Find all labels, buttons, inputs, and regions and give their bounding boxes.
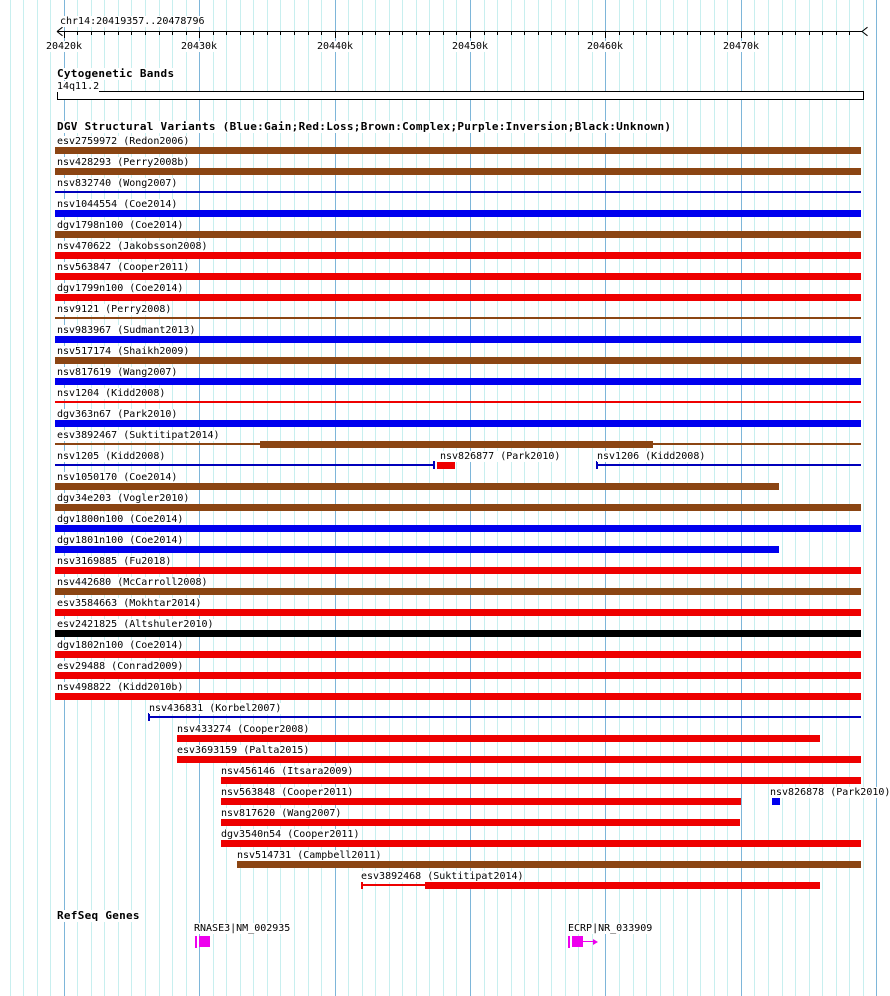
variant-line[interactable]	[55, 191, 861, 193]
gene-start-tick[interactable]	[195, 936, 197, 948]
gene-start-tick[interactable]	[568, 936, 570, 948]
variant-bar[interactable]	[55, 546, 779, 553]
ruler-minor-tick	[687, 31, 688, 35]
ruler-minor-tick	[91, 31, 92, 35]
ruler-minor-tick	[294, 31, 295, 35]
ruler-minor-tick	[619, 31, 620, 35]
variant-label[interactable]: nsv817620 (Wang2007)	[221, 808, 342, 819]
variant-bar[interactable]	[772, 798, 780, 805]
ruler-minor-tick	[159, 31, 160, 35]
ruler-minor-tick	[578, 31, 579, 35]
ruler-minor-tick	[714, 31, 715, 35]
variant-label[interactable]: nsv442680 (McCarroll2008)	[57, 577, 208, 588]
variant-bar[interactable]	[55, 357, 861, 364]
variant-bar[interactable]	[177, 756, 861, 763]
ruler-tick-label: 20430k	[180, 41, 218, 52]
ruler-minor-tick	[443, 31, 444, 35]
variant-label[interactable]: dgv3540n54 (Cooper2011)	[221, 829, 360, 840]
ruler-minor-tick	[253, 31, 254, 35]
variant-label[interactable]: esv2759972 (Redon2006)	[57, 136, 190, 147]
variant-label[interactable]: nsv436831 (Korbel2007)	[149, 703, 282, 714]
variant-bar[interactable]	[55, 252, 861, 259]
ruler-minor-tick	[104, 31, 105, 35]
ruler-minor-tick	[795, 31, 796, 35]
variant-label[interactable]: nsv826877 (Park2010)	[440, 451, 561, 462]
ruler-minor-tick	[389, 31, 390, 35]
variant-bar[interactable]	[55, 210, 861, 217]
variant-bar[interactable]	[425, 882, 820, 889]
variant-label[interactable]: nsv826878 (Park2010)	[770, 787, 890, 798]
variant-label[interactable]: nsv517174 (Shaikh2009)	[57, 346, 190, 357]
ruler-minor-tick	[673, 31, 674, 35]
variant-label[interactable]: nsv433274 (Cooper2008)	[177, 724, 310, 735]
ruler-minor-tick	[836, 31, 837, 35]
ruler-minor-tick	[768, 31, 769, 35]
variant-bar[interactable]	[55, 588, 861, 595]
gridline-minor	[37, 0, 38, 996]
variant-line[interactable]	[362, 884, 425, 886]
variant-bar[interactable]	[221, 819, 740, 826]
gene-exon-box[interactable]	[572, 936, 583, 947]
ruler-minor-tick	[782, 31, 783, 35]
variant-bar[interactable]	[55, 483, 779, 490]
variant-bar[interactable]	[55, 651, 861, 658]
gene-label[interactable]: RNASE3|NM_002935	[194, 923, 291, 934]
ruler-minor-tick	[633, 31, 634, 35]
ruler-minor-tick	[484, 31, 485, 35]
variant-label[interactable]: esv3892467 (Suktitipat2014)	[57, 430, 220, 441]
variant-label[interactable]: nsv563848 (Cooper2011)	[221, 787, 354, 798]
ruler-minor-tick	[267, 31, 268, 35]
gene-exon-box[interactable]	[199, 936, 210, 947]
cytogenetic-bands-title: Cytogenetic Bands	[57, 67, 175, 80]
variant-label[interactable]: nsv470622 (Jakobsson2008)	[57, 241, 208, 252]
ruler-major-tick	[741, 31, 742, 38]
gene-strand-arrowhead-icon	[593, 939, 598, 945]
gridline-minor	[23, 0, 24, 996]
variant-label[interactable]: nsv983967 (Sudmant2013)	[57, 325, 196, 336]
ruler-minor-tick	[538, 31, 539, 35]
variant-label[interactable]: nsv498822 (Kidd2010b)	[57, 682, 184, 693]
variant-label[interactable]: nsv1044554 (Coe2014)	[57, 199, 178, 210]
variant-label[interactable]: esv29488 (Conrad2009)	[57, 661, 184, 672]
ruler-minor-tick	[565, 31, 566, 35]
gene-label[interactable]: ECRP|NR_033909	[568, 923, 653, 934]
variant-bar[interactable]	[437, 462, 455, 469]
variant-line[interactable]	[55, 464, 434, 466]
ruler-minor-tick	[416, 31, 417, 35]
ruler-minor-tick	[308, 31, 309, 35]
ruler-minor-tick	[321, 31, 322, 35]
ruler-minor-tick	[456, 31, 457, 35]
cytoband-rect[interactable]	[57, 91, 864, 100]
ruler-minor-tick	[592, 31, 593, 35]
variant-line[interactable]	[55, 317, 861, 319]
dgv-track-title: DGV Structural Variants (Blue:Gain;Red:Loss;Brown:Complex;Purple:Inversion;Black:Unknown)	[57, 120, 672, 133]
ruler-tick-label: 20470k	[722, 41, 760, 52]
variant-label[interactable]: dgv363n67 (Park2010)	[57, 409, 178, 420]
ruler-minor-tick	[362, 31, 363, 35]
variant-label[interactable]: dgv1801n100 (Coe2014)	[57, 535, 184, 546]
ruler-minor-tick	[77, 31, 78, 35]
variant-label[interactable]: nsv9121 (Perry2008)	[57, 304, 172, 315]
ruler-minor-tick	[118, 31, 119, 35]
variant-label[interactable]: nsv563847 (Cooper2011)	[57, 262, 190, 273]
ruler-minor-tick	[660, 31, 661, 35]
variant-label[interactable]: esv3584663 (Mokhtar2014)	[57, 598, 202, 609]
variant-label[interactable]: nsv456146 (Itsara2009)	[221, 766, 354, 777]
ruler-minor-tick	[226, 31, 227, 35]
ruler-minor-tick	[375, 31, 376, 35]
ruler-minor-tick	[497, 31, 498, 35]
ruler-minor-tick	[646, 31, 647, 35]
ruler-major-tick	[199, 31, 200, 38]
ruler-minor-tick	[849, 31, 850, 35]
variant-bar[interactable]	[55, 567, 861, 574]
gridline-minor	[10, 0, 11, 996]
cytoband-label: 14q11.2	[57, 81, 100, 92]
variant-label[interactable]: nsv514731 (Campbell2011)	[237, 850, 382, 861]
ruler-major-tick	[64, 31, 65, 38]
variant-bar[interactable]	[55, 147, 861, 154]
ruler-minor-tick	[727, 31, 728, 35]
variant-label[interactable]: dgv1800n100 (Coe2014)	[57, 514, 184, 525]
ruler-major-tick	[335, 31, 336, 38]
variant-label[interactable]: dgv1802n100 (Coe2014)	[57, 640, 184, 651]
variant-bar[interactable]	[55, 609, 861, 616]
variant-bar[interactable]	[55, 504, 861, 511]
ruler-minor-tick	[551, 31, 552, 35]
ruler-minor-tick	[131, 31, 132, 35]
ruler-minor-tick	[240, 31, 241, 35]
variant-label[interactable]: nsv1206 (Kidd2008)	[597, 451, 706, 462]
ruler-minor-tick	[402, 31, 403, 35]
ruler-minor-tick	[348, 31, 349, 35]
variant-label[interactable]: dgv34e203 (Vogler2010)	[57, 493, 190, 504]
variant-label[interactable]: nsv832740 (Wong2007)	[57, 178, 178, 189]
ruler-tick-label: 20440k	[316, 41, 354, 52]
variant-label[interactable]: esv3693159 (Palta2015)	[177, 745, 310, 756]
ruler-minor-tick	[524, 31, 525, 35]
variant-bar[interactable]	[55, 231, 861, 238]
ruler-major-tick	[605, 31, 606, 38]
variant-label[interactable]: esv2421825 (Altshuler2010)	[57, 619, 214, 630]
gridline-minor	[50, 0, 51, 996]
ruler-tick-label: 20420k	[45, 41, 83, 52]
variant-bar[interactable]	[55, 420, 861, 427]
ruler-minor-tick	[754, 31, 755, 35]
ruler-tick-label: 20460k	[586, 41, 624, 52]
variant-bar[interactable]	[55, 378, 861, 385]
variant-bar[interactable]	[237, 861, 861, 868]
gridline-major	[876, 0, 877, 996]
ruler-major-tick	[470, 31, 471, 38]
variant-bar[interactable]	[55, 168, 861, 175]
variant-bar[interactable]	[260, 441, 653, 448]
ruler-minor-tick	[809, 31, 810, 35]
variant-label[interactable]: nsv3169885 (Fu2018)	[57, 556, 172, 567]
ruler-minor-tick	[145, 31, 146, 35]
refseq-genes-title: RefSeq Genes	[57, 909, 140, 922]
variant-bar[interactable]	[55, 693, 861, 700]
ruler-minor-tick	[511, 31, 512, 35]
variant-label[interactable]: nsv428293 (Perry2008b)	[57, 157, 190, 168]
variant-label[interactable]: esv3892468 (Suktitipat2014)	[361, 871, 524, 882]
region-label: chr14:20419357..20478796	[60, 16, 205, 27]
variant-label[interactable]: dgv1798n100 (Coe2014)	[57, 220, 184, 231]
variant-label[interactable]: nsv1050170 (Coe2014)	[57, 472, 178, 483]
variant-bar[interactable]	[221, 840, 861, 847]
variant-bar[interactable]	[55, 630, 861, 637]
variant-bar[interactable]	[221, 798, 741, 805]
variant-line[interactable]	[55, 401, 861, 403]
variant-bar[interactable]	[55, 273, 861, 280]
variant-line[interactable]	[597, 464, 861, 466]
ruler-minor-tick	[700, 31, 701, 35]
ruler-minor-tick	[429, 31, 430, 35]
ruler-minor-tick	[822, 31, 823, 35]
variant-label[interactable]: nsv817619 (Wang2007)	[57, 367, 178, 378]
variant-bar[interactable]	[177, 735, 820, 742]
variant-label[interactable]: nsv1204 (Kidd2008)	[57, 388, 166, 399]
variant-bar[interactable]	[221, 777, 861, 784]
ruler-minor-tick	[213, 31, 214, 35]
variant-bar[interactable]	[55, 294, 861, 301]
variant-bar[interactable]	[55, 525, 861, 532]
gridline-minor	[863, 0, 864, 996]
ruler-minor-tick	[280, 31, 281, 35]
variant-line[interactable]	[149, 716, 861, 718]
ruler-minor-tick	[172, 31, 173, 35]
variant-bar[interactable]	[55, 336, 861, 343]
variant-end-tick[interactable]	[433, 461, 435, 469]
variant-label[interactable]: nsv1205 (Kidd2008)	[57, 451, 166, 462]
variant-label[interactable]: dgv1799n100 (Coe2014)	[57, 283, 184, 294]
ruler-tick-label: 20450k	[451, 41, 489, 52]
ruler-minor-tick	[186, 31, 187, 35]
variant-bar[interactable]	[55, 672, 861, 679]
